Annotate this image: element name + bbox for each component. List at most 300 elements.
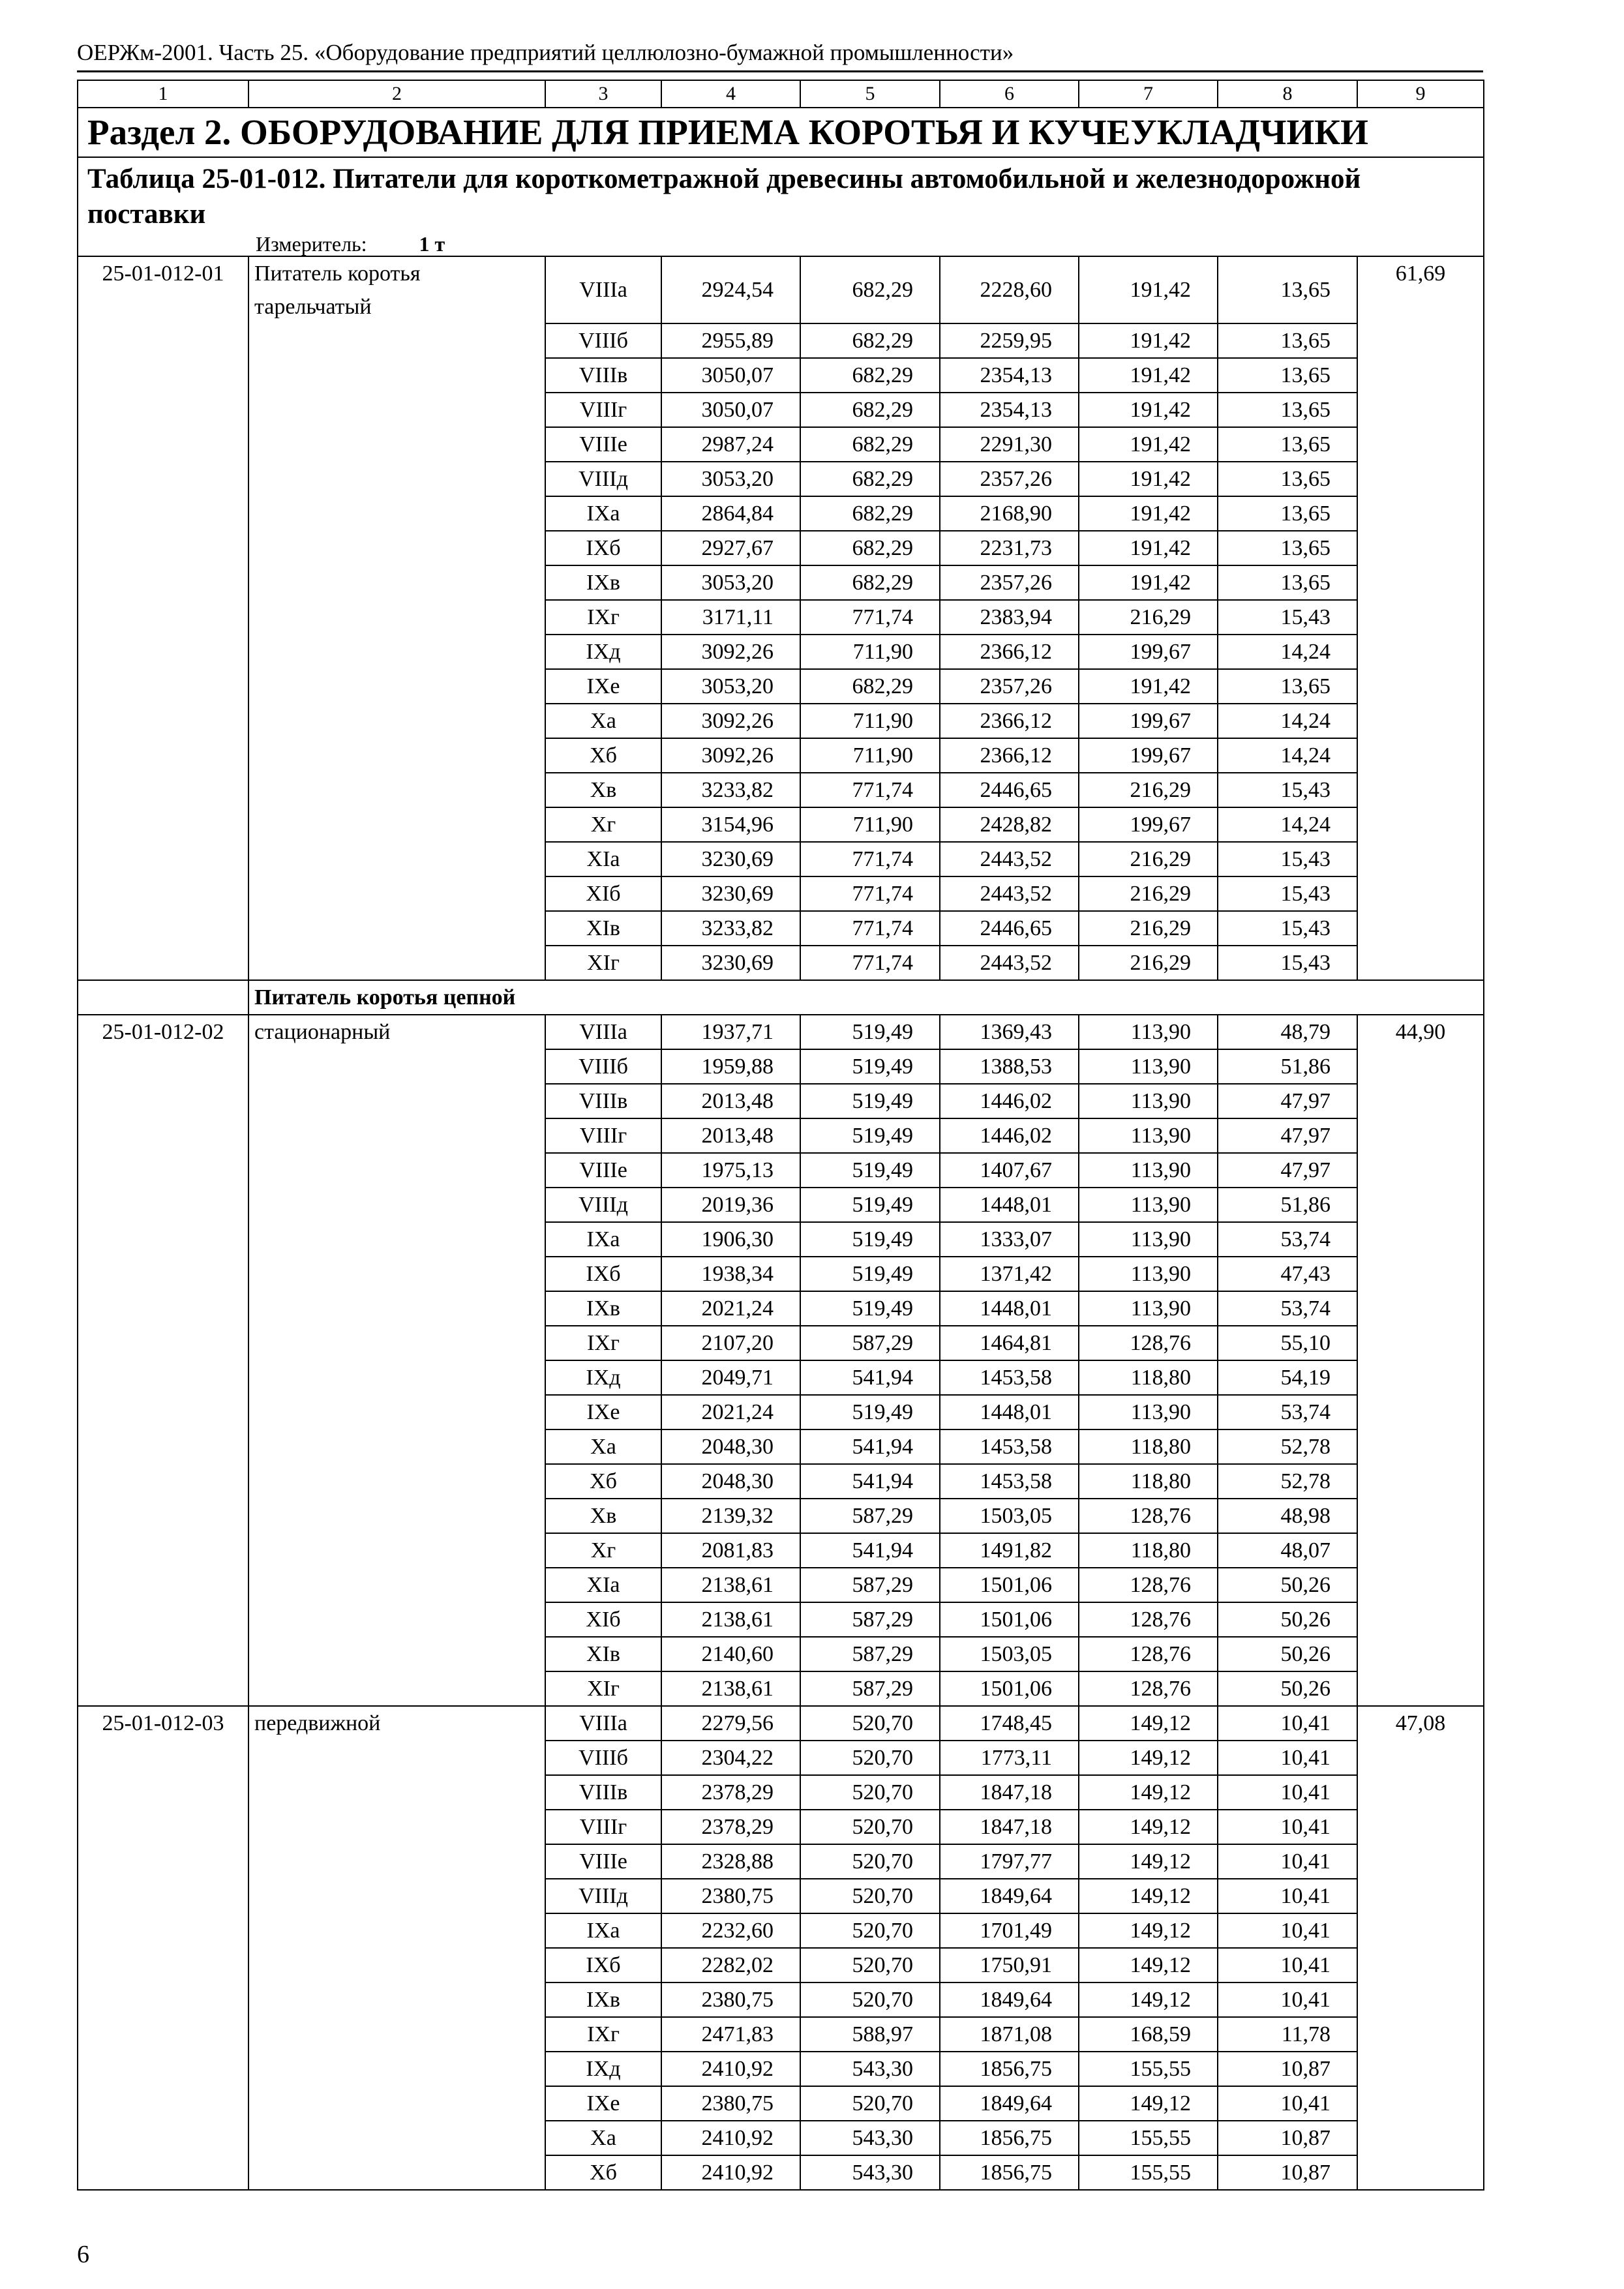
value-cell: 149,12 xyxy=(1079,1982,1218,2017)
table-row xyxy=(78,1637,1484,1671)
value-cell: 520,70 xyxy=(800,1810,940,1844)
column-9-cell xyxy=(1357,565,1484,600)
value-cell: 47,97 xyxy=(1218,1084,1357,1118)
value-cell: 1501,06 xyxy=(940,1568,1079,1602)
column-9-value: 44,90 xyxy=(1357,1015,1484,1049)
region-code: VIIIе xyxy=(545,1153,661,1188)
value-cell: 2139,32 xyxy=(661,1499,800,1533)
table-row xyxy=(78,1533,1484,1568)
value-cell: 10,41 xyxy=(1218,1775,1357,1810)
region-code: VIIIб xyxy=(545,1741,661,1775)
value-cell: 10,41 xyxy=(1218,1982,1357,2017)
value-cell: 2107,20 xyxy=(661,1326,800,1360)
column-9-cell xyxy=(1357,2086,1484,2121)
value-cell: 199,67 xyxy=(1079,704,1218,738)
column-9-cell xyxy=(1357,1775,1484,1810)
region-code: Xа xyxy=(545,2121,661,2155)
value-cell: 519,49 xyxy=(800,1188,940,1222)
value-cell: 1849,64 xyxy=(940,1982,1079,2017)
column-9-cell xyxy=(1357,1084,1484,1118)
value-cell: 1975,13 xyxy=(661,1153,800,1188)
table-row xyxy=(78,842,1484,876)
header-rule xyxy=(77,70,1483,72)
value-cell: 15,43 xyxy=(1218,876,1357,911)
value-cell: 15,43 xyxy=(1218,600,1357,635)
item-code: 25-01-012-03 xyxy=(78,1706,248,1741)
item-name-cell xyxy=(248,1982,545,2017)
item-code-cell xyxy=(78,1533,248,1568)
value-cell: 48,98 xyxy=(1218,1499,1357,1533)
value-cell: 52,78 xyxy=(1218,1464,1357,1499)
value-cell: 10,41 xyxy=(1218,1810,1357,1844)
value-cell: 2443,52 xyxy=(940,946,1079,980)
value-cell: 128,76 xyxy=(1079,1568,1218,1602)
region-code: VIIIд xyxy=(545,1879,661,1913)
value-cell: 2048,30 xyxy=(661,1429,800,1464)
table-row xyxy=(78,1360,1484,1395)
value-cell: 2168,90 xyxy=(940,496,1079,531)
value-cell: 14,24 xyxy=(1218,738,1357,773)
item-code-cell xyxy=(78,1464,248,1499)
value-cell: 1503,05 xyxy=(940,1499,1079,1533)
table-row xyxy=(78,1810,1484,1844)
value-cell: 1847,18 xyxy=(940,1775,1079,1810)
value-cell: 771,74 xyxy=(800,911,940,946)
region-code: Xв xyxy=(545,1499,661,1533)
region-code: Xг xyxy=(545,807,661,842)
item-name-cell xyxy=(248,1291,545,1326)
measure-row xyxy=(78,232,1484,256)
column-9-cell xyxy=(1357,1982,1484,2017)
value-cell: 1748,45 xyxy=(940,1706,1079,1741)
item-name-cell xyxy=(248,358,545,393)
value-cell: 1856,75 xyxy=(940,2155,1079,2190)
column-number: 9 xyxy=(1357,80,1484,108)
value-cell: 682,29 xyxy=(800,256,940,323)
value-cell: 128,76 xyxy=(1079,1326,1218,1360)
table-caption-row xyxy=(78,157,1484,232)
measure-cell xyxy=(78,232,1484,256)
table-row xyxy=(78,1844,1484,1879)
value-cell: 520,70 xyxy=(800,1879,940,1913)
value-cell: 519,49 xyxy=(800,1118,940,1153)
region-code: XIг xyxy=(545,1671,661,1706)
region-code: IXб xyxy=(545,531,661,565)
value-cell: 520,70 xyxy=(800,1948,940,1982)
region-code: VIIIб xyxy=(545,323,661,358)
value-cell: 520,70 xyxy=(800,1706,940,1741)
value-cell: 1407,67 xyxy=(940,1153,1079,1188)
value-cell: 113,90 xyxy=(1079,1222,1218,1257)
column-9-cell xyxy=(1357,876,1484,911)
region-code: IXа xyxy=(545,1222,661,1257)
table-row xyxy=(78,1671,1484,1706)
table-row xyxy=(78,2017,1484,2052)
value-cell: 113,90 xyxy=(1079,1291,1218,1326)
item-name-cell xyxy=(248,1360,545,1395)
value-cell: 1453,58 xyxy=(940,1360,1079,1395)
value-cell: 149,12 xyxy=(1079,1706,1218,1741)
item-name-cell xyxy=(248,1533,545,1568)
value-cell: 2357,26 xyxy=(940,565,1079,600)
item-name-cell xyxy=(248,600,545,635)
item-code-cell xyxy=(78,496,248,531)
value-cell: 2380,75 xyxy=(661,1982,800,2017)
value-cell: 15,43 xyxy=(1218,842,1357,876)
column-number: 3 xyxy=(545,80,661,108)
item-name-cell xyxy=(248,1844,545,1879)
value-cell: 2357,26 xyxy=(940,669,1079,704)
value-cell: 1773,11 xyxy=(940,1741,1079,1775)
region-code: IXб xyxy=(545,1257,661,1291)
column-9-cell xyxy=(1357,393,1484,427)
column-number: 5 xyxy=(800,80,940,108)
column-9-cell xyxy=(1357,1499,1484,1533)
table-row xyxy=(78,635,1484,669)
region-code: VIIIб xyxy=(545,1049,661,1084)
value-cell: 1501,06 xyxy=(940,1602,1079,1637)
region-code: VIIIа xyxy=(545,1015,661,1049)
value-cell: 168,59 xyxy=(1079,2017,1218,2052)
value-cell: 2021,24 xyxy=(661,1291,800,1326)
value-cell: 10,41 xyxy=(1218,1879,1357,1913)
item-name-cell xyxy=(248,1084,545,1118)
item-name-cell xyxy=(248,704,545,738)
table-row xyxy=(78,600,1484,635)
value-cell: 3230,69 xyxy=(661,876,800,911)
value-cell: 149,12 xyxy=(1079,1810,1218,1844)
table-row xyxy=(78,704,1484,738)
table-row xyxy=(78,2121,1484,2155)
region-code: VIIIг xyxy=(545,1118,661,1153)
table-row xyxy=(78,1015,1484,1049)
value-cell: 519,49 xyxy=(800,1049,940,1084)
item-code-cell xyxy=(78,704,248,738)
item-code-cell xyxy=(78,1810,248,1844)
item-name-cell xyxy=(248,876,545,911)
value-cell: 2378,29 xyxy=(661,1810,800,1844)
item-name-cell xyxy=(248,1395,545,1429)
value-cell: 55,10 xyxy=(1218,1326,1357,1360)
table-row xyxy=(78,1326,1484,1360)
column-9-cell xyxy=(1357,1533,1484,1568)
page-header: ОЕРЖм-2001. Часть 25. «Оборудование предприятий целлюлозно-бумажной промышленности» xyxy=(77,40,1014,65)
item-code-cell xyxy=(78,1775,248,1810)
value-cell: 3050,07 xyxy=(661,358,800,393)
column-9-cell xyxy=(1357,1360,1484,1395)
region-code: Xв xyxy=(545,773,661,807)
value-cell: 771,74 xyxy=(800,946,940,980)
item-name-cell xyxy=(248,1671,545,1706)
value-cell: 216,29 xyxy=(1079,842,1218,876)
table-row xyxy=(78,1775,1484,1810)
value-cell: 199,67 xyxy=(1079,738,1218,773)
table-row xyxy=(78,1257,1484,1291)
value-cell: 541,94 xyxy=(800,1464,940,1499)
value-cell: 1503,05 xyxy=(940,1637,1079,1671)
value-cell: 3154,96 xyxy=(661,807,800,842)
region-code: VIIIг xyxy=(545,393,661,427)
value-cell: 1333,07 xyxy=(940,1222,1079,1257)
value-cell: 191,42 xyxy=(1079,565,1218,600)
value-cell: 2428,82 xyxy=(940,807,1079,842)
item-name-cell xyxy=(248,1118,545,1153)
table-row xyxy=(78,496,1484,531)
value-cell: 47,97 xyxy=(1218,1118,1357,1153)
value-cell: 2021,24 xyxy=(661,1395,800,1429)
table-body xyxy=(78,80,1484,2190)
value-cell: 13,65 xyxy=(1218,256,1357,323)
value-cell: 711,90 xyxy=(800,738,940,773)
region-code: VIIIе xyxy=(545,427,661,462)
value-cell: 682,29 xyxy=(800,669,940,704)
region-code: XIа xyxy=(545,842,661,876)
value-cell: 10,87 xyxy=(1218,2052,1357,2086)
item-code-cell xyxy=(78,1879,248,1913)
value-cell: 2048,30 xyxy=(661,1464,800,1499)
value-cell: 1906,30 xyxy=(661,1222,800,1257)
value-cell: 50,26 xyxy=(1218,1671,1357,1706)
value-cell: 118,80 xyxy=(1079,1429,1218,1464)
value-cell: 587,29 xyxy=(800,1326,940,1360)
value-cell: 2231,73 xyxy=(940,531,1079,565)
value-cell: 15,43 xyxy=(1218,773,1357,807)
item-code-cell xyxy=(78,1291,248,1326)
item-code-cell xyxy=(78,911,248,946)
value-cell: 216,29 xyxy=(1079,946,1218,980)
value-cell: 543,30 xyxy=(800,2052,940,2086)
value-cell: 3053,20 xyxy=(661,669,800,704)
item-code-cell xyxy=(78,1360,248,1395)
value-cell: 587,29 xyxy=(800,1671,940,1706)
table-row xyxy=(78,531,1484,565)
value-cell: 216,29 xyxy=(1079,600,1218,635)
item-name-cell xyxy=(248,1741,545,1775)
table-caption: Таблица 25-01-012. Питатели для короткометражной древесины автомобильной и железнодорожной поставки xyxy=(78,157,1484,232)
item-name-cell xyxy=(248,1257,545,1291)
value-cell: 14,24 xyxy=(1218,704,1357,738)
column-number: 1 xyxy=(78,80,248,108)
value-cell: 149,12 xyxy=(1079,1775,1218,1810)
item-code-cell xyxy=(78,1568,248,1602)
table-row xyxy=(78,427,1484,462)
value-cell: 13,65 xyxy=(1218,358,1357,393)
item-code-cell xyxy=(78,1948,248,1982)
item-name-cell xyxy=(248,1429,545,1464)
item-name-cell xyxy=(248,1326,545,1360)
column-9-value: 61,69 xyxy=(1357,256,1484,323)
column-number: 2 xyxy=(248,80,545,108)
value-cell: 113,90 xyxy=(1079,1153,1218,1188)
value-cell: 1491,82 xyxy=(940,1533,1079,1568)
value-cell: 2987,24 xyxy=(661,427,800,462)
item-code-cell xyxy=(78,635,248,669)
item-name: стационарный xyxy=(248,1015,545,1049)
value-cell: 2354,13 xyxy=(940,393,1079,427)
item-name-cell xyxy=(248,393,545,427)
value-cell: 113,90 xyxy=(1079,1049,1218,1084)
value-cell: 682,29 xyxy=(800,565,940,600)
item-name-cell xyxy=(248,2052,545,2086)
column-number: 4 xyxy=(661,80,800,108)
item-name: Питатель коротья тарельчатый xyxy=(248,256,545,323)
value-cell: 113,90 xyxy=(1079,1015,1218,1049)
item-name-cell xyxy=(248,807,545,842)
table-row xyxy=(78,1948,1484,1982)
value-cell: 191,42 xyxy=(1079,496,1218,531)
column-9-cell xyxy=(1357,1948,1484,1982)
value-cell: 3053,20 xyxy=(661,462,800,496)
value-cell: 10,41 xyxy=(1218,1948,1357,1982)
value-cell: 2864,84 xyxy=(661,496,800,531)
item-code-cell xyxy=(78,1637,248,1671)
item-code-cell xyxy=(78,1326,248,1360)
item-name-cell xyxy=(248,1775,545,1810)
table-row xyxy=(78,1084,1484,1118)
value-cell: 47,97 xyxy=(1218,1153,1357,1188)
item-name-cell xyxy=(248,531,545,565)
item-code-cell xyxy=(78,1429,248,1464)
value-cell: 711,90 xyxy=(800,704,940,738)
column-9-cell xyxy=(1357,1326,1484,1360)
value-cell: 2259,95 xyxy=(940,323,1079,358)
value-cell: 1388,53 xyxy=(940,1049,1079,1084)
value-cell: 3092,26 xyxy=(661,738,800,773)
column-9-cell xyxy=(1357,911,1484,946)
value-cell: 3092,26 xyxy=(661,635,800,669)
value-cell: 519,49 xyxy=(800,1395,940,1429)
item-code-cell xyxy=(78,1913,248,1948)
region-code: VIIIг xyxy=(545,1810,661,1844)
value-cell: 1446,02 xyxy=(940,1118,1079,1153)
region-code: VIIIа xyxy=(545,1706,661,1741)
item-name-cell xyxy=(248,2017,545,2052)
value-cell: 682,29 xyxy=(800,462,940,496)
price-table xyxy=(77,80,1484,2191)
table-row xyxy=(78,1982,1484,2017)
column-9-cell xyxy=(1357,1741,1484,1775)
value-cell: 2410,92 xyxy=(661,2121,800,2155)
item-name-cell xyxy=(248,669,545,704)
value-cell: 191,42 xyxy=(1079,462,1218,496)
value-cell: 13,65 xyxy=(1218,323,1357,358)
table-row xyxy=(78,2086,1484,2121)
value-cell: 520,70 xyxy=(800,1741,940,1775)
column-number: 6 xyxy=(940,80,1079,108)
value-cell: 3092,26 xyxy=(661,704,800,738)
column-9-cell xyxy=(1357,1879,1484,1913)
value-cell: 13,65 xyxy=(1218,462,1357,496)
table-row xyxy=(78,738,1484,773)
item-code-cell xyxy=(78,1844,248,1879)
value-cell: 2140,60 xyxy=(661,1637,800,1671)
value-cell: 771,74 xyxy=(800,876,940,911)
column-9-cell xyxy=(1357,1291,1484,1326)
value-cell: 199,67 xyxy=(1079,807,1218,842)
column-9-cell xyxy=(1357,1395,1484,1429)
value-cell: 2380,75 xyxy=(661,1879,800,1913)
value-cell: 10,41 xyxy=(1218,1741,1357,1775)
region-code: Xа xyxy=(545,1429,661,1464)
table-row xyxy=(78,393,1484,427)
value-cell: 2013,48 xyxy=(661,1118,800,1153)
value-cell: 771,74 xyxy=(800,842,940,876)
item-code-cell xyxy=(78,2155,248,2190)
value-cell: 519,49 xyxy=(800,1257,940,1291)
value-cell: 543,30 xyxy=(800,2155,940,2190)
value-cell: 2013,48 xyxy=(661,1084,800,1118)
table-row xyxy=(78,1741,1484,1775)
column-9-cell xyxy=(1357,1153,1484,1188)
item-code-cell xyxy=(78,876,248,911)
item-code-cell xyxy=(78,2017,248,2052)
region-code: XIа xyxy=(545,1568,661,1602)
item-name-cell xyxy=(248,1810,545,1844)
table-row xyxy=(78,358,1484,393)
table-row xyxy=(78,807,1484,842)
value-cell: 2282,02 xyxy=(661,1948,800,1982)
item-code-cell xyxy=(78,1671,248,1706)
item-name-cell xyxy=(248,842,545,876)
item-code-cell xyxy=(78,1499,248,1533)
column-number: 7 xyxy=(1079,80,1218,108)
value-cell: 1501,06 xyxy=(940,1671,1079,1706)
region-code: XIв xyxy=(545,1637,661,1671)
value-cell: 50,26 xyxy=(1218,1602,1357,1637)
table-row xyxy=(78,1706,1484,1741)
value-cell: 3233,82 xyxy=(661,773,800,807)
region-code: IXе xyxy=(545,1395,661,1429)
table-row xyxy=(78,1429,1484,1464)
column-9-cell xyxy=(1357,427,1484,462)
value-cell: 1856,75 xyxy=(940,2052,1079,2086)
value-cell: 13,65 xyxy=(1218,496,1357,531)
item-code-cell xyxy=(78,1049,248,1084)
column-9-cell xyxy=(1357,600,1484,635)
item-code-cell xyxy=(78,1188,248,1222)
page-number: 6 xyxy=(77,2241,89,2268)
item-code-cell xyxy=(78,600,248,635)
value-cell: 682,29 xyxy=(800,358,940,393)
item-name-cell xyxy=(248,1153,545,1188)
value-cell: 771,74 xyxy=(800,600,940,635)
region-code: XIб xyxy=(545,1602,661,1637)
value-cell: 113,90 xyxy=(1079,1084,1218,1118)
table-row xyxy=(78,1222,1484,1257)
item-name-cell xyxy=(248,946,545,980)
value-cell: 520,70 xyxy=(800,1982,940,2017)
column-9-cell xyxy=(1357,1810,1484,1844)
value-cell: 1453,58 xyxy=(940,1429,1079,1464)
item-name-cell xyxy=(248,2155,545,2190)
value-cell: 1938,34 xyxy=(661,1257,800,1291)
value-cell: 2383,94 xyxy=(940,600,1079,635)
region-code: IXб xyxy=(545,1948,661,1982)
table-row xyxy=(78,1499,1484,1533)
value-cell: 128,76 xyxy=(1079,1499,1218,1533)
value-cell: 51,86 xyxy=(1218,1049,1357,1084)
item-name-cell xyxy=(248,635,545,669)
value-cell: 191,42 xyxy=(1079,256,1218,323)
value-cell: 1856,75 xyxy=(940,2121,1079,2155)
column-9-cell xyxy=(1357,1602,1484,1637)
region-code: IXа xyxy=(545,1913,661,1948)
item-name-cell xyxy=(248,1879,545,1913)
value-cell: 47,43 xyxy=(1218,1257,1357,1291)
value-cell: 53,74 xyxy=(1218,1291,1357,1326)
item-code-cell xyxy=(78,1118,248,1153)
table-row xyxy=(78,1049,1484,1084)
